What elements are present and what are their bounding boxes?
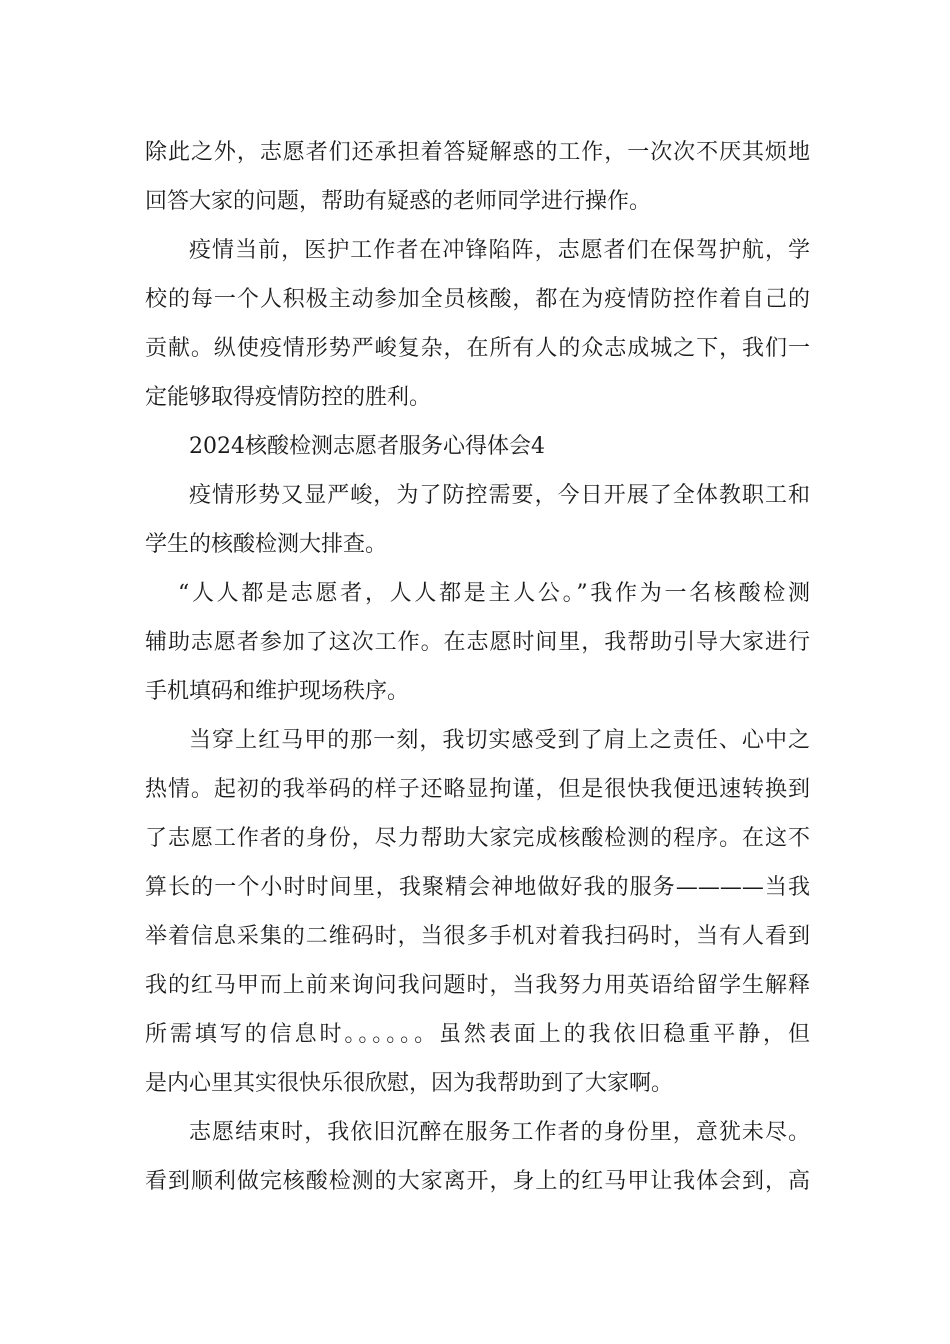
text-line: 回答大家的问题，帮助有疑惑的老师同学进行操作。	[145, 189, 652, 214]
text-line: 是内心里其实很快乐很欣慰，因为我帮助到了大家啊。	[145, 1071, 674, 1096]
text-line: 了志愿工作者的身份，尽力帮助大家完成核酸检测的程序。在这不	[145, 826, 810, 851]
text-line: 手机填码和维护现场秩序。	[145, 679, 410, 704]
text-line: 贡献。纵使疫情形势严峻复杂，在所有人的众志成城之下，我们一	[145, 336, 810, 361]
text-line: 所需填写的信息时。。。。。。虽然表面上的我依旧稳重平静，但	[145, 1022, 810, 1047]
text-line: 举着信息采集的二维码时，当很多手机对着我扫码时，当有人看到	[145, 924, 810, 949]
text-line: 辅助志愿者参加了这次工作。在志愿时间里，我帮助引导大家进行	[145, 630, 810, 655]
text-line: 算长的一个小时时间里，我聚精会神地做好我的服务————当我	[145, 875, 810, 900]
text-line: 热情。起初的我举码的样子还略显拘谨，但是很快我便迅速转换到	[145, 777, 810, 802]
text-line: 当穿上红马甲的那一刻，我切实感受到了肩上之责任、心中之	[189, 728, 810, 753]
text-line: 志愿结束时，我依旧沉醉在服务工作者的身份里，意犹未尽。	[189, 1120, 810, 1145]
document-body	[145, 128, 810, 1206]
section-heading: 2024核酸检测志愿者服务心得体会4	[189, 434, 545, 459]
text-line: 我的红马甲而上前来询问我问题时，当我努力用英语给留学生解释	[145, 973, 810, 998]
text-line: 学生的核酸检测大排查。	[145, 532, 388, 557]
text-line: 定能够取得疫情防控的胜利。	[145, 385, 432, 410]
text-line: 疫情当前，医护工作者在冲锋陷阵，志愿者们在保驾护航，学	[189, 238, 810, 263]
text-line: “人人都是志愿者，人人都是主人公。”我作为一名核酸检测	[178, 581, 810, 606]
text-line: 看到顺利做完核酸检测的大家离开，身上的红马甲让我体会到，高	[145, 1169, 810, 1194]
text-line: 疫情形势又显严峻，为了防控需要，今日开展了全体教职工和	[189, 483, 810, 508]
text-line: 除此之外，志愿者们还承担着答疑解惑的工作，一次次不厌其烦地	[145, 140, 810, 165]
text-line: 校的每一个人积极主动参加全员核酸，都在为疫情防控作着自己的	[145, 287, 810, 312]
